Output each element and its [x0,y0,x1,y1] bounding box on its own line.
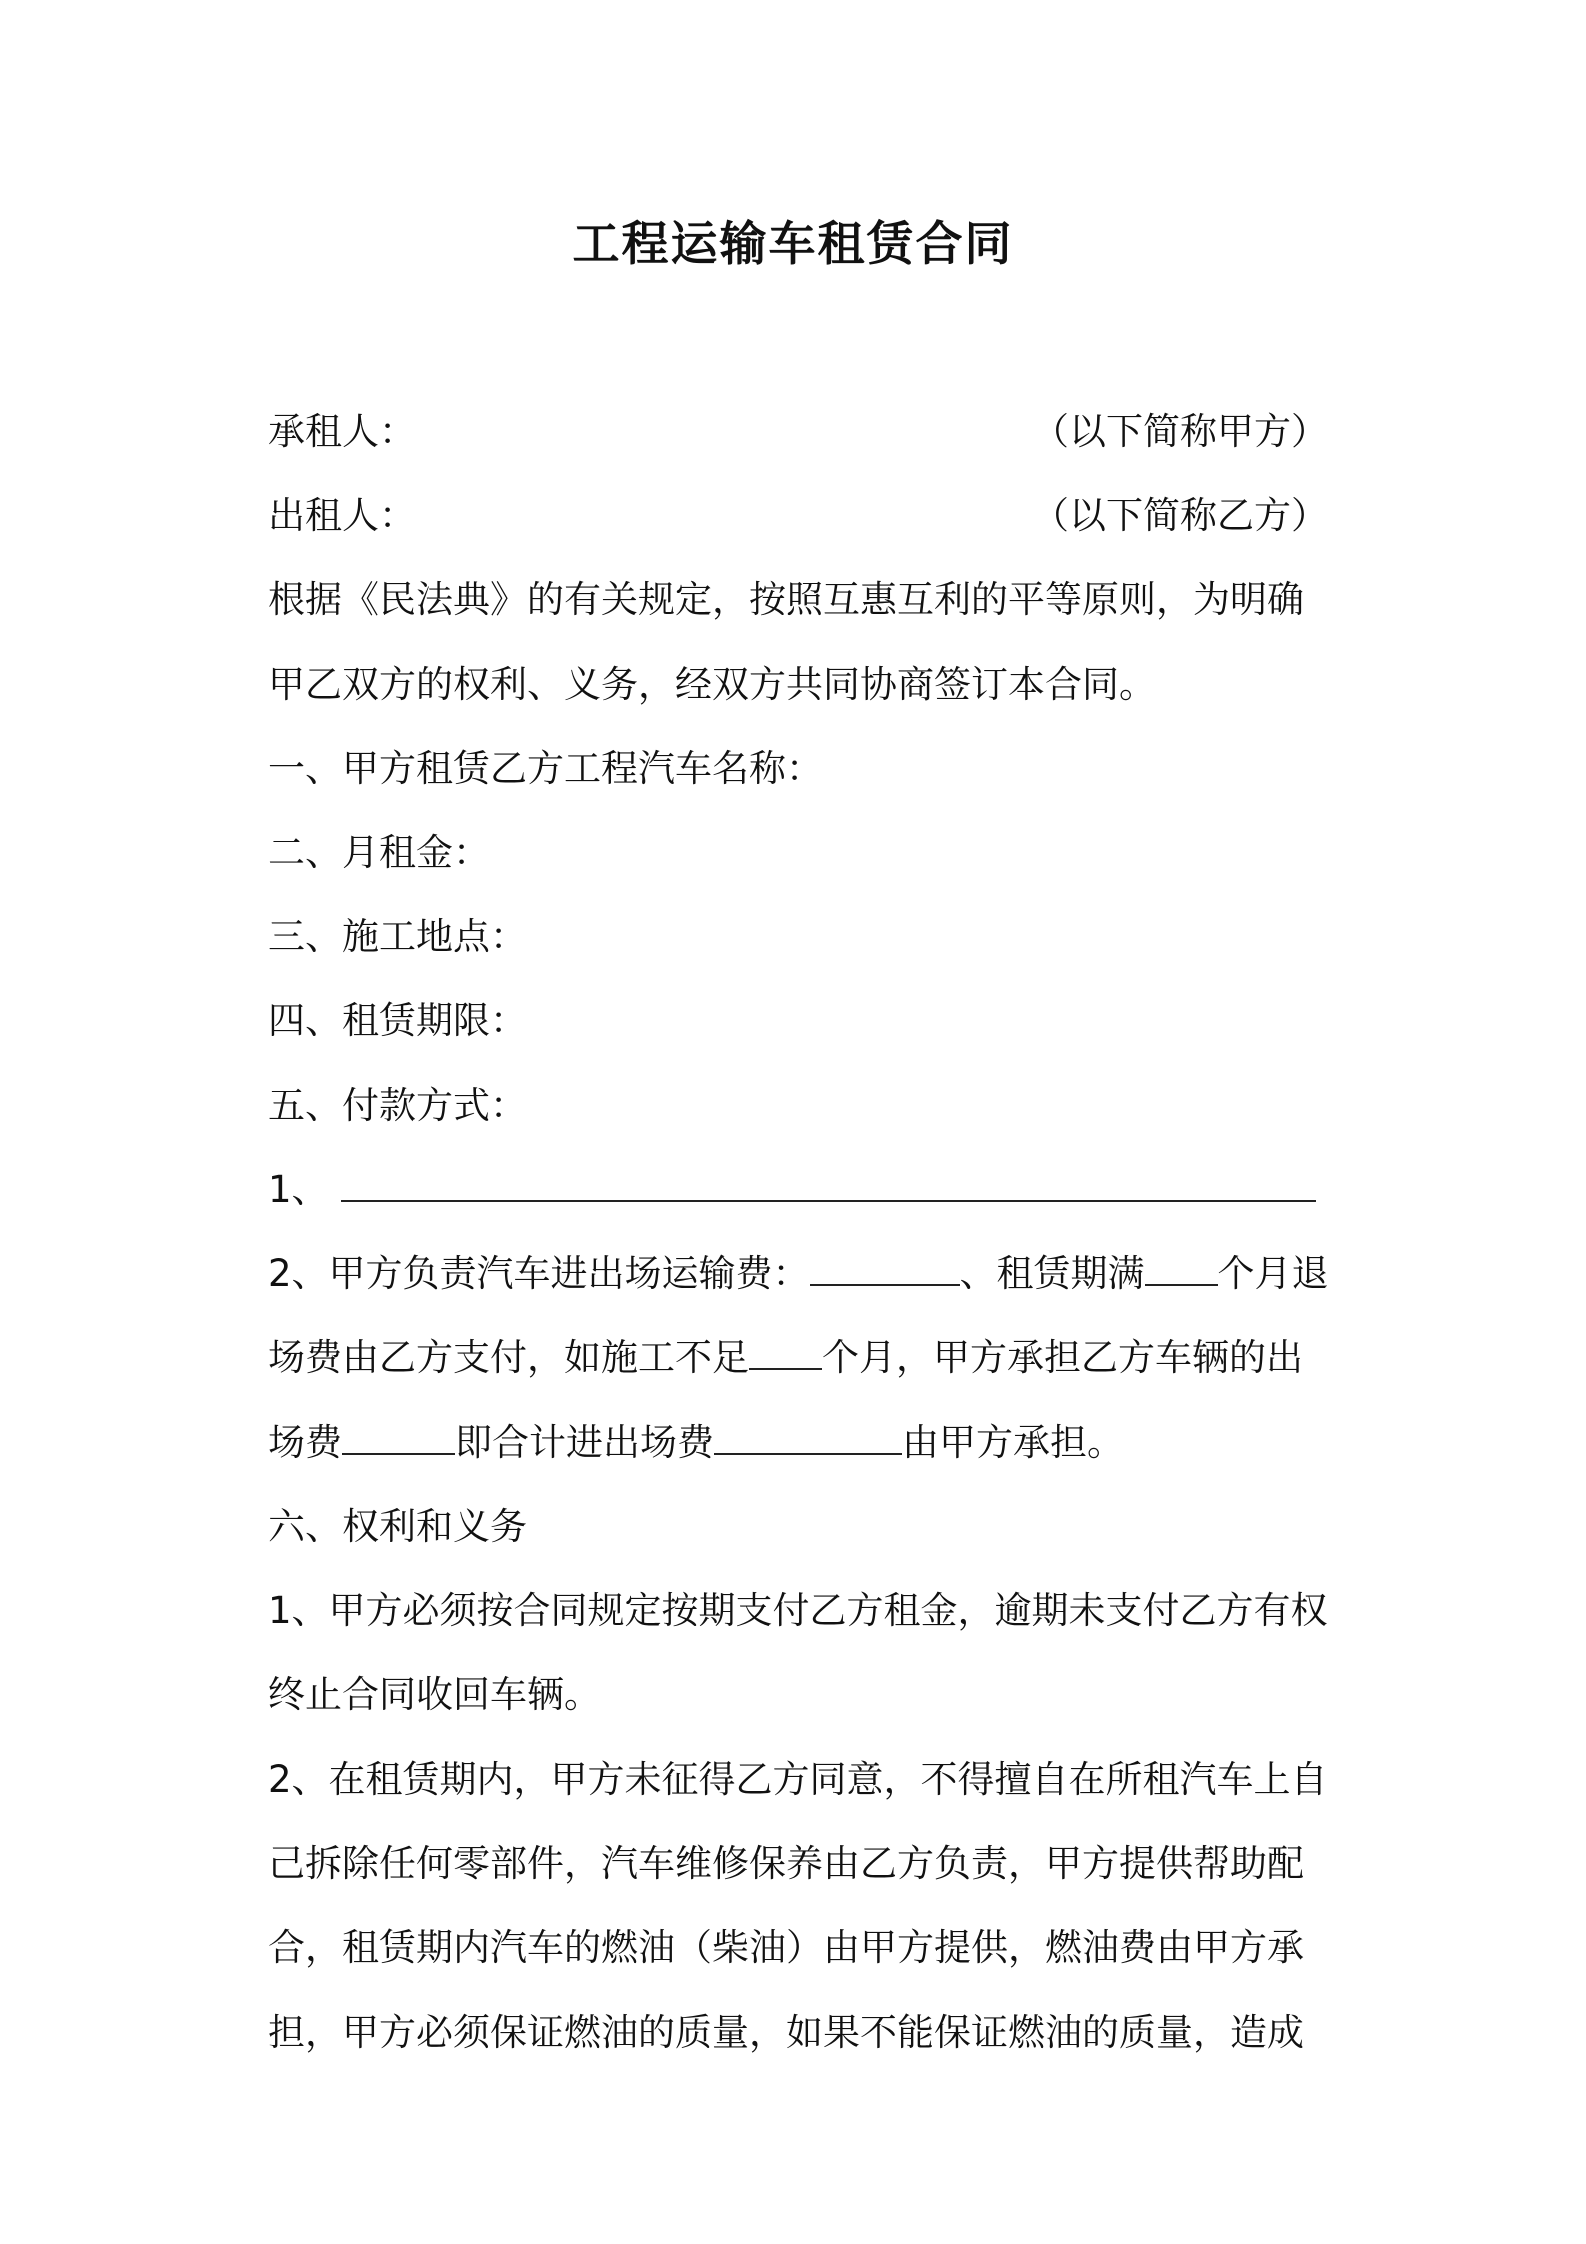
clause-1-vehicle-name: 一、甲方租赁乙方工程汽车名称： [268,747,823,790]
rights-item-1-line-1: 1、甲方必须按合同规定按期支付乙方租金，逾期未支付乙方有权 [268,1589,1328,1632]
clause-2-monthly-rent: 二、月租金： [268,831,490,874]
text-segment: 、租赁期满 [959,1252,1145,1295]
blank-field [341,1162,1316,1202]
lessor-label: 出租人： [268,494,416,537]
blank-field [810,1246,960,1286]
clause-4-term: 四、租赁期限： [268,999,527,1042]
intro-line-2: 甲乙双方的权利、义务，经双方共同协商签订本合同。 [268,663,1156,706]
intro-line-1: 根据《民法典》的有关规定，按照互惠互利的平等原则，为明确 [268,578,1304,621]
text-segment: 个月退 [1217,1252,1329,1295]
text-segment: 场费 [268,1421,342,1464]
document-title: 工程运输车租赁合同 [572,217,1014,272]
blank-field [342,1415,455,1455]
payment-item-2-line-2 [268,1328,1328,1388]
blank-field [714,1415,902,1455]
clause-3-site: 三、施工地点： [268,915,527,958]
lessee-line [268,402,1328,462]
rights-item-2-line-2: 己拆除任何零部件，汽车维修保养由乙方负责，甲方提供帮助配 [268,1842,1304,1885]
text-segment: 个月，甲方承担乙方车辆的出 [822,1336,1303,1379]
text-segment: 2、甲方负责汽车进出场运输费： [268,1252,810,1295]
payment-item-1-number: 1、 [268,1168,329,1211]
rights-item-2-line-4: 担，甲方必须保证燃油的质量，如果不能保证燃油的质量，造成 [268,2011,1304,2054]
text-segment: 即合计进出场费 [455,1421,714,1464]
payment-item-1 [268,1160,1328,1220]
rights-item-1-line-2: 终止合同收回车辆。 [268,1673,601,1716]
clause-6-rights-obligations: 六、权利和义务 [268,1505,527,1548]
lessor-note: （以下简称乙方） [1032,494,1328,537]
blank-field [749,1330,822,1370]
lessor-line [268,486,1328,546]
rights-item-2-line-1: 2、在租赁期内，甲方未征得乙方同意，不得擅自在所租汽车上自 [268,1758,1328,1801]
lessee-label: 承租人： [268,410,416,453]
payment-item-2-line-3 [268,1413,1328,1473]
blank-field [1145,1246,1218,1286]
clause-5-payment: 五、付款方式： [268,1084,527,1127]
payment-item-2-line-1 [268,1244,1328,1304]
text-segment: 场费由乙方支付，如施工不足 [268,1336,749,1379]
text-segment: 由甲方承担。 [902,1421,1124,1464]
rights-item-2-line-3: 合，租赁期内汽车的燃油（柴油）由甲方提供，燃油费由甲方承 [268,1926,1304,1969]
lessee-note: （以下简称甲方） [1032,410,1328,453]
